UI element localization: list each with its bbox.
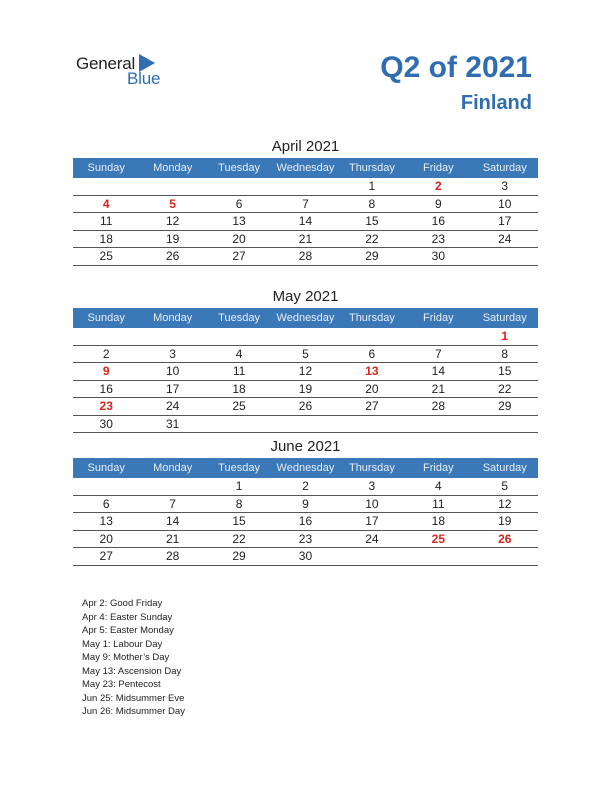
day-cell <box>73 178 139 195</box>
day-cell: 27 <box>232 249 246 263</box>
month-june <box>73 436 538 566</box>
day-cell: 18 <box>431 514 445 528</box>
day-cell: 29 <box>365 249 379 263</box>
week-row <box>73 213 538 231</box>
week-row <box>73 346 538 364</box>
day-cell <box>405 328 471 345</box>
weekday-label: Friday <box>423 462 454 474</box>
day-cell <box>206 328 272 345</box>
week-row <box>73 513 538 531</box>
day-cell: 13 <box>232 214 246 228</box>
day-cell: 14 <box>298 214 313 228</box>
day-cell <box>339 416 405 433</box>
week-row <box>73 196 538 214</box>
weekday-label: Monday <box>153 312 193 324</box>
day-cell: 6 <box>235 196 243 211</box>
day-cell: 20 <box>99 531 113 546</box>
month-may <box>73 286 538 433</box>
day-cell: 4 <box>235 346 243 361</box>
holiday-item: Jun 25: Midsummer Eve <box>82 692 185 704</box>
week-row <box>73 328 538 346</box>
day-cell: 9 <box>102 364 110 378</box>
day-cell: 5 <box>169 196 176 211</box>
weekday-label: Tuesday <box>218 312 260 324</box>
day-cell: 24 <box>365 531 379 546</box>
holiday-item: May 13: Ascension Day <box>82 665 182 677</box>
day-cell: 28 <box>165 549 180 563</box>
day-cell: 5 <box>302 346 309 361</box>
weekday-label: Thursday <box>348 312 395 324</box>
day-cell: 24 <box>165 399 180 413</box>
day-cell: 26 <box>298 399 313 413</box>
day-cell: 7 <box>169 496 176 511</box>
month-title: April 2021 <box>271 138 340 155</box>
day-cell: 1 <box>368 179 376 193</box>
weekday-label: Sunday <box>87 162 125 174</box>
day-cell <box>139 328 205 345</box>
country-name: Finland <box>460 92 532 114</box>
weekday-label: Saturday <box>482 462 527 474</box>
day-cell: 13 <box>99 514 113 528</box>
weekday-label: Tuesday <box>218 462 260 474</box>
day-cell <box>272 178 338 195</box>
day-cell: 6 <box>368 346 376 361</box>
day-cell: 9 <box>434 196 442 211</box>
day-cell: 4 <box>434 479 442 493</box>
day-cell: 20 <box>232 231 246 246</box>
day-cell: 3 <box>501 179 509 193</box>
day-cell: 2 <box>102 346 110 361</box>
day-cell: 8 <box>368 196 376 211</box>
day-cell: 10 <box>365 496 379 511</box>
day-cell: 10 <box>165 364 180 378</box>
weekday-label: Monday <box>153 462 193 474</box>
day-cell: 16 <box>431 214 445 228</box>
day-cell: 7 <box>434 346 442 361</box>
day-cell: 17 <box>365 514 379 528</box>
day-cell: 4 <box>102 196 110 211</box>
day-cell <box>405 416 471 433</box>
day-cell: 10 <box>498 196 512 211</box>
day-cell: 7 <box>302 196 309 211</box>
day-cell: 12 <box>298 364 313 378</box>
day-cell: 31 <box>165 416 180 431</box>
weekday-label: Wednesday <box>276 462 335 474</box>
holiday-list <box>82 597 185 719</box>
day-cell: 25 <box>431 531 445 546</box>
weekday-label: Sunday <box>87 312 125 324</box>
day-cell: 15 <box>232 514 246 528</box>
week-row <box>73 478 538 496</box>
day-cell: 9 <box>302 496 309 511</box>
weekday-header <box>73 308 538 328</box>
day-cell <box>339 548 405 565</box>
day-cell: 30 <box>298 549 313 563</box>
day-cell: 14 <box>431 364 445 378</box>
day-cell: 12 <box>498 496 512 511</box>
day-cell: 17 <box>165 381 180 396</box>
day-cell: 29 <box>232 549 246 563</box>
holiday-item: Apr 5: Easter Monday <box>82 625 174 636</box>
day-cell: 6 <box>102 496 110 511</box>
week-row <box>73 531 538 549</box>
day-cell: 18 <box>232 381 246 396</box>
day-cell: 16 <box>298 514 313 528</box>
day-cell <box>472 248 538 265</box>
weekday-label: Thursday <box>348 462 395 474</box>
day-cell: 23 <box>431 231 445 246</box>
day-cell: 26 <box>165 249 180 263</box>
day-cell: 19 <box>165 231 180 246</box>
page-title: Q2 of 2021 <box>380 51 532 84</box>
weekday-label: Wednesday <box>276 312 335 324</box>
day-cell <box>472 416 538 433</box>
day-cell <box>272 328 338 345</box>
day-cell: 30 <box>431 249 445 263</box>
day-cell: 19 <box>298 381 313 396</box>
day-cell: 14 <box>165 514 180 528</box>
day-cell: 29 <box>498 399 512 413</box>
day-cell <box>339 328 405 345</box>
month-title: May 2021 <box>272 288 339 305</box>
day-cell: 28 <box>431 399 445 413</box>
week-row <box>73 248 538 266</box>
day-cell: 23 <box>99 399 113 413</box>
day-cell <box>206 178 272 195</box>
holiday-item: May 23: Pentecost <box>82 679 161 690</box>
weekday-label: Wednesday <box>276 162 335 174</box>
day-cell: 11 <box>232 364 246 378</box>
day-cell: 2 <box>302 479 309 493</box>
day-cell: 3 <box>169 346 176 361</box>
day-cell: 8 <box>501 346 509 361</box>
day-cell: 28 <box>298 249 313 263</box>
day-cell: 15 <box>498 364 512 378</box>
holiday-item: Apr 4: Easter Sunday <box>82 611 173 623</box>
month-title: June 2021 <box>270 438 341 455</box>
day-cell: 3 <box>368 479 376 493</box>
week-row <box>73 416 538 434</box>
day-cell: 27 <box>99 549 113 563</box>
day-cell: 26 <box>498 531 512 546</box>
weekday-label: Thursday <box>348 162 395 174</box>
day-cell: 24 <box>498 231 512 246</box>
week-row <box>73 231 538 249</box>
week-row <box>73 548 538 566</box>
day-cell: 27 <box>365 399 379 413</box>
day-cell: 20 <box>365 381 379 396</box>
weekday-header <box>73 158 538 178</box>
day-cell: 15 <box>365 214 379 228</box>
day-cell <box>139 178 205 195</box>
logo-blue-text: Blue <box>127 69 161 88</box>
day-cell <box>206 416 272 433</box>
day-cell <box>272 416 338 433</box>
weekday-label: Saturday <box>482 312 527 324</box>
day-cell: 8 <box>235 496 243 511</box>
holiday-item: May 1: Labour Day <box>82 638 163 650</box>
day-cell: 16 <box>99 381 113 396</box>
day-cell: 21 <box>298 231 313 246</box>
day-cell <box>73 328 139 345</box>
month-april <box>73 136 538 266</box>
day-cell <box>405 548 471 565</box>
weekday-label: Sunday <box>87 462 125 474</box>
day-cell <box>139 478 205 495</box>
day-cell <box>472 548 538 565</box>
day-cell: 11 <box>432 496 445 511</box>
weekday-label: Friday <box>423 312 454 324</box>
week-row <box>73 398 538 416</box>
day-cell: 25 <box>232 399 246 413</box>
day-cell: 1 <box>501 329 509 343</box>
day-cell: 23 <box>298 531 313 546</box>
week-row <box>73 496 538 514</box>
weekday-label: Tuesday <box>218 162 260 174</box>
day-cell: 1 <box>235 479 243 493</box>
holiday-item: Apr 2: Good Friday <box>82 598 163 609</box>
day-cell: 21 <box>165 531 180 546</box>
week-row <box>73 363 538 381</box>
day-cell: 22 <box>498 381 512 396</box>
day-cell: 25 <box>99 249 113 263</box>
day-cell: 5 <box>501 479 509 493</box>
day-cell: 17 <box>498 214 512 228</box>
day-cell: 13 <box>365 364 379 378</box>
day-cell: 21 <box>431 381 445 396</box>
day-cell: 2 <box>434 179 442 193</box>
week-row <box>73 381 538 399</box>
weekday-label: Friday <box>423 162 454 174</box>
day-cell: 22 <box>365 231 379 246</box>
day-cell: 12 <box>165 214 180 228</box>
week-row <box>73 178 538 196</box>
day-cell: 19 <box>498 514 512 528</box>
holiday-item: May 9: Mother’s Day <box>82 652 170 663</box>
day-cell: 22 <box>232 531 246 546</box>
weekday-header <box>73 458 538 478</box>
logo <box>76 52 186 92</box>
day-cell: 18 <box>99 231 113 246</box>
weekday-label: Saturday <box>482 162 527 174</box>
day-cell: 30 <box>99 416 113 431</box>
logo-general-text: General <box>76 54 136 73</box>
day-cell: 11 <box>99 214 113 228</box>
holiday-item: Jun 26: Midsummer Day <box>82 706 185 717</box>
weekday-label: Monday <box>153 162 193 174</box>
day-cell <box>73 478 139 495</box>
